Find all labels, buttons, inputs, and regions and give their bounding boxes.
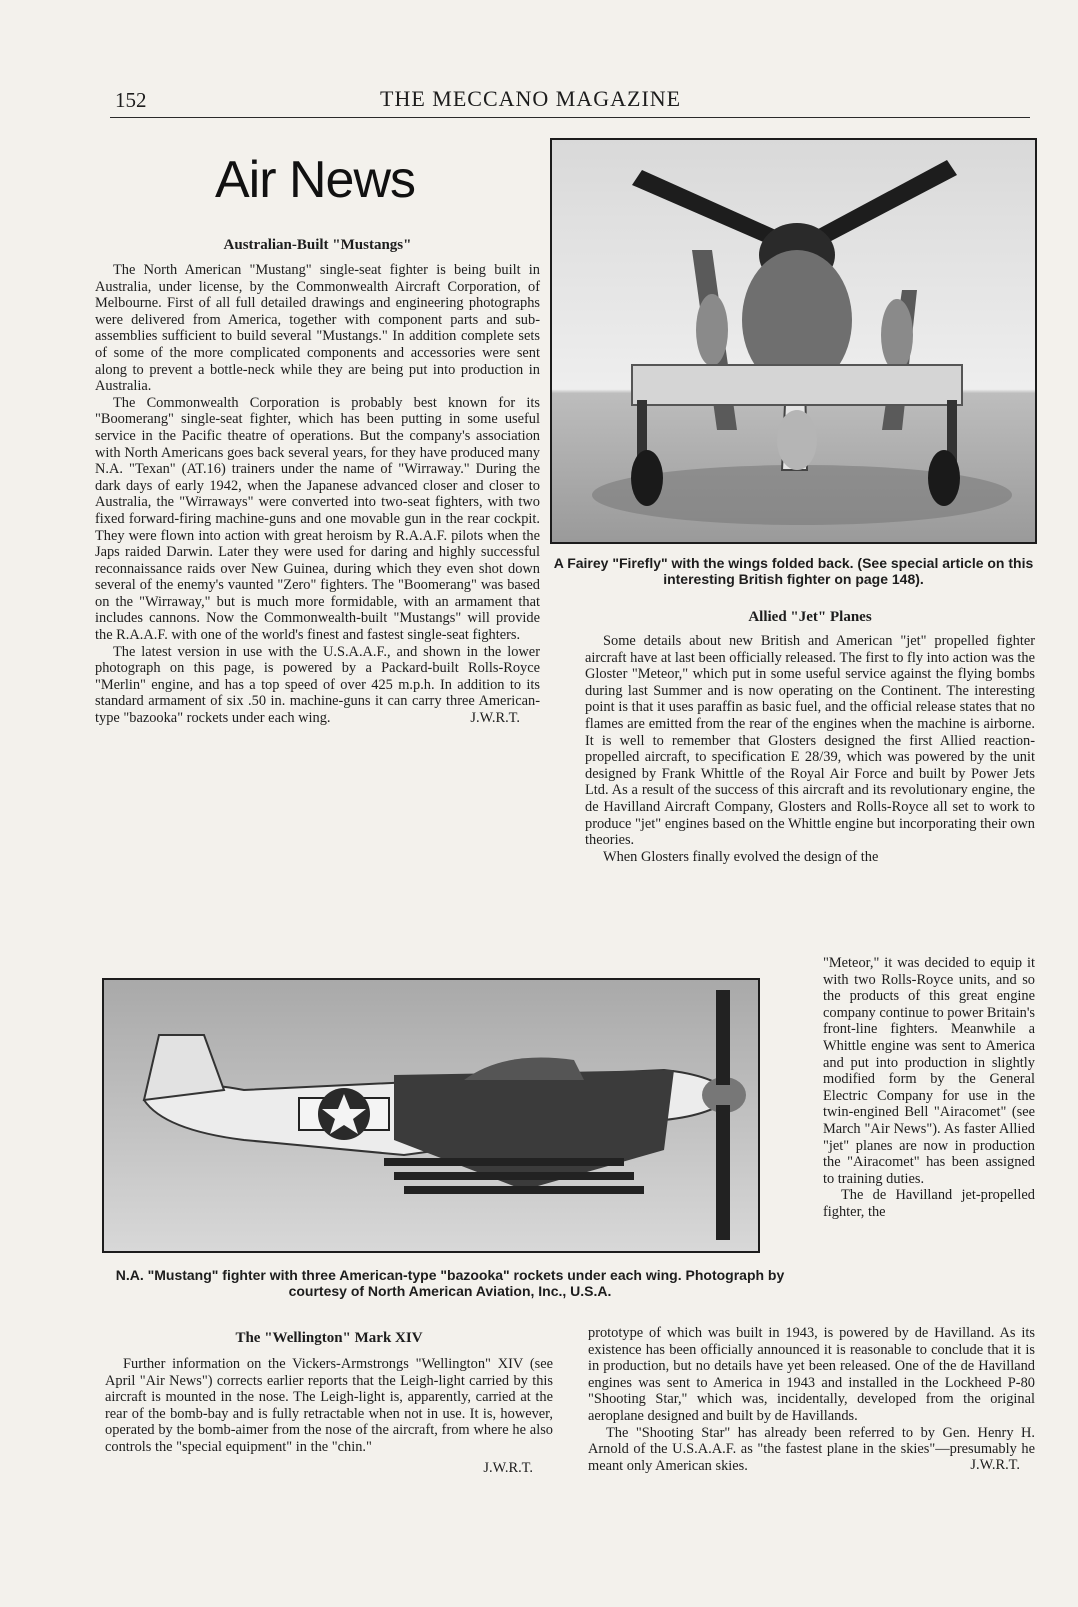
mustangs-section xyxy=(95,237,540,727)
jet-paragraph: When Glosters finally evolved the design of the xyxy=(603,848,879,865)
firefly-illustration xyxy=(552,140,1035,542)
mustangs-paragraph: The North American "Mustang" single-seat fighter is being built in Australia, under license, by the Commonwealth Aircraft Corporation, of Melbourne. First of all full detailed drawings and engineering photographs were delivered from America, together with component parts and sub-assemblies sufficient to build several "Mustangs." In addition complete sets of some of the more complicated components and accessories were sent along to prevent a bottle-neck while they are being put into production in Australia. xyxy=(95,262,540,395)
jet-paragraph: Some details about new British and American "jet" propelled fighter aircraft have at last been officially released. The first to fly into action was the Gloster "Meteor," which put in some useful service against the flying bombs during last Summer and is now operating on the Continent. The interesting point is that it uses paraffin as basic fuel, and the official release states that no flames are emitted from the rear of the engines when the machine is airborne. It is well to remember that Glosters designed the first Allied reaction-propelled aircraft, to specification E 28/39, which was powered by the unit designed by Frank Whittle of the Royal Air Force and built by Power Jets Ltd. As a result of the success of this aircraft and its revolutionary engine, the de Havilland Aircraft Company, Glosters and Rolls-Royce all set to work to produce "jet" engines based on the Whittle engine but incorporating their own theories. xyxy=(585,633,1035,849)
firefly-caption: A Fairey "Firefly" with the wings folded back. (See special article on this interesting British fighter on page 148). xyxy=(553,555,1034,587)
jet-signature: J.W.R.T. xyxy=(970,1457,1020,1474)
jet-heading: Allied "Jet" Planes xyxy=(748,609,872,625)
mustang-photo xyxy=(102,978,760,1253)
page-number: 152 xyxy=(115,88,147,112)
mustangs-paragraph: The Commonwealth Corporation is probably best known for its "Boomerang" single-seat fighter, which has been putting in some useful service in the Pacific theatre of operations. But the company's association with North Americans goes back several years, for they have produced many N.A. "Texan" (AT.16) trainers under the name of "Wirraway." During the dark days of early 1942, when the Japanese advanced closer and closer to Australia, the "Wirraways" were converted into two-seat fighters, with two fixed forward-firing machine-guns and one movable gun in the rear cockpit. They were flown into action with great heroism by R.A.A.F. pilots when the Japs raided Darwin. Later they were used for daring and highly successful reconnaissance raids over New Guinea, during which they even shot down several of the enemy's vaunted "Zero" fighters. The "Boomerang" was based on the "Wirraway," but is much more formidable, with an armament that includes cannons. Now the Commonwealth-built "Mustangs" will provide the R.A.A.F. with one of the world's finest and fastest single-seat fighters. xyxy=(95,394,540,644)
wellington-heading: The "Wellington" Mark XIV xyxy=(235,1330,423,1346)
jet-continuation-paragraph: The "Shooting Star" has already been referred to by Gen. Henry H. Arnold of the U.S.A.A.F. as "the fastest plane in the skies"—presumably he meant only American skies. xyxy=(588,1424,1035,1474)
mustangs-signature: J.W.R.T. xyxy=(470,709,520,726)
wellington-signature: J.W.R.T. xyxy=(483,1459,533,1476)
wellington-paragraph: Further information on the Vickers-Armstrongs "Wellington" XIV (see April "Air News") corrects earlier reports that the Leigh-light carried by this aircraft is mounted in the nose. The Leigh-light is, apparently, carried at the rear of the bomb-bay and is fully retractable when not in use. It is, however, operated by the bomb-aimer from the nose of the aircraft, from where he also controls the "special equipment" in the "chin." xyxy=(105,1356,553,1455)
header-rule xyxy=(110,117,1030,118)
jet-side-paragraph: The de Havilland jet-propelled fighter, the xyxy=(823,1187,1035,1220)
running-title: THE MECCANO MAGAZINE xyxy=(380,86,682,111)
jet-continuation-paragraph: prototype of which was built in 1943, is powered by de Havilland. As its existence has been officially announced it is reasonable to conclude that it is in production, but no details have yet been released. One of the de Havilland engines was sent to America in 1943 and installed in the Lockheed P-80 "Shooting Star," which was, incidentally, developed from the original aeroplane designed and built by de Havillands. xyxy=(588,1325,1035,1424)
mustangs-heading: Australian-Built "Mustangs" xyxy=(223,237,412,253)
jet-section xyxy=(585,609,1035,865)
wellington-section xyxy=(105,1330,553,1477)
firefly-photo xyxy=(550,138,1037,544)
jet-side-column xyxy=(823,955,1035,1221)
jet-continuation xyxy=(588,1325,1035,1474)
jet-side-paragraph: "Meteor," it was decided to equip it with two Rolls-Royce units, and so the products of this great engine company continue to power Britain's front-line fighters. Meanwhile a Whittle engine was sent to America and put into production in slightly modified form by the General Electric Company for use in the twin-engined Bell "Airacomet" (see March "Air News"). As faster Allied "jet" planes are now in production the "Airacomet" has been assigned to training duties. xyxy=(823,955,1036,1187)
mustang-illustration xyxy=(104,980,758,1251)
article-title: Air News xyxy=(214,151,416,209)
mustang-caption: N.A. "Mustang" fighter with three American-type "bazooka" rockets under each wing. Photograph by courtesy of North American Aviation, Inc., U.S.A. xyxy=(115,1267,785,1299)
mustangs-paragraph: The latest version in use with the U.S.A.A.F., and shown in the lower photograph on this page, is powered by a Packard-built Rolls-Royce "Merlin" engine, and has a top speed of over 425 m.p.h. In addition to its standard armament of six .50 in. machine-guns it can carry three American-type "bazooka" rockets under each wing. xyxy=(95,643,540,727)
